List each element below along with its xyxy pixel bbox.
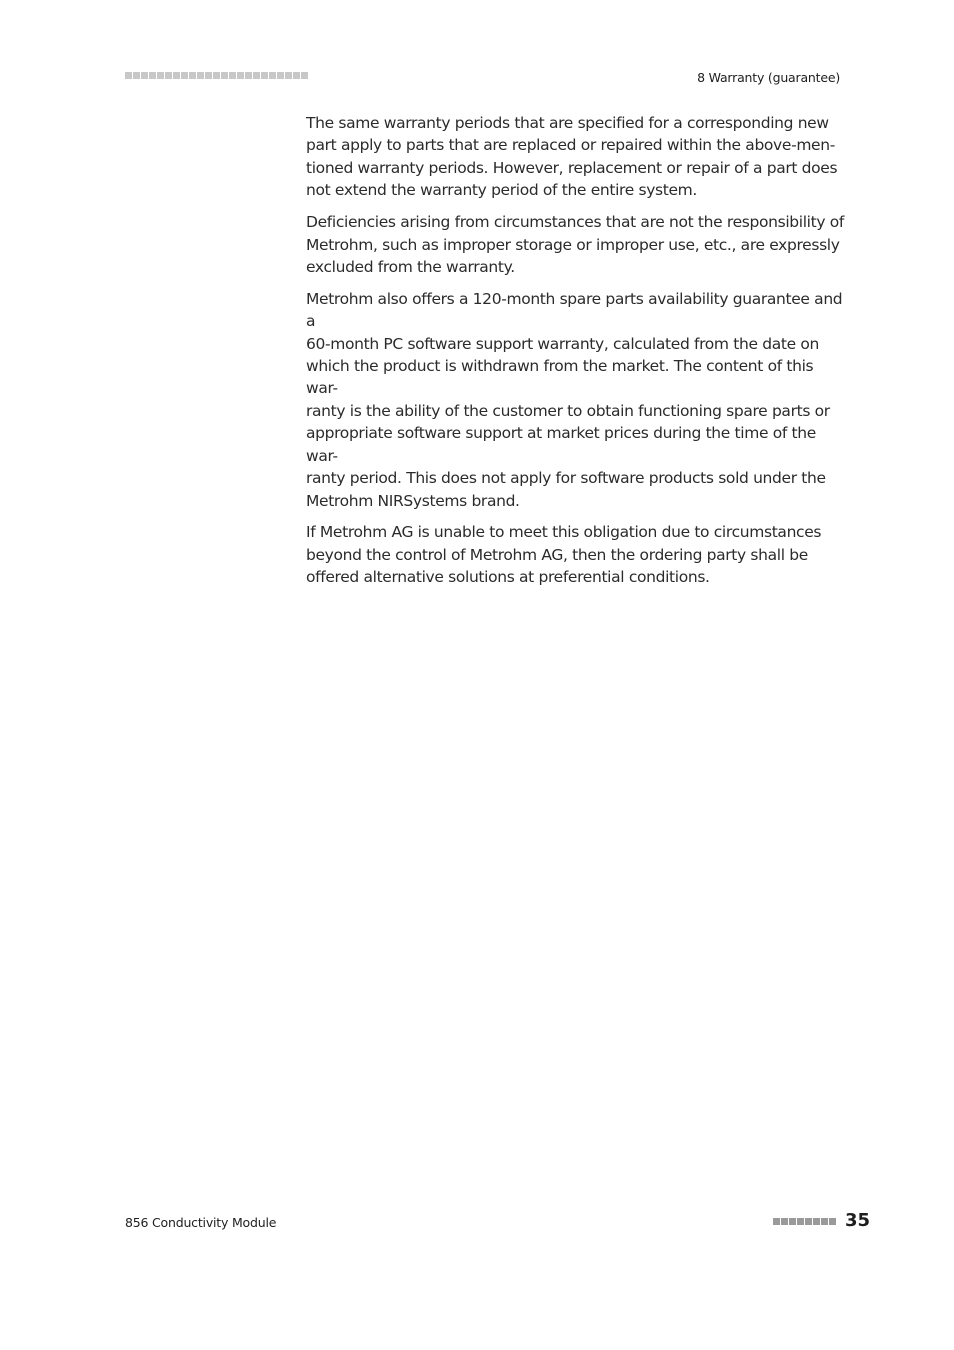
body-text — [306, 112, 846, 598]
page-number: 35 — [845, 1210, 871, 1231]
paragraph: The same warranty periods that are specified for a corresponding new part apply to parts that are replaced or repaired within the above-men- tioned warranty periods. However, replacement or repair of a part does not extend the warranty period of the entire system. — [306, 114, 838, 200]
header-section-title: 8 Warranty (guarantee) — [697, 70, 840, 85]
paragraph: Deficiencies arising from circumstances that are not the responsibility of Metrohm, such as improper storage or improper use, etc., are expressly excluded from the warranty. — [306, 213, 844, 276]
header-decoration — [125, 72, 308, 80]
paragraph: If Metrohm AG is unable to meet this obligation due to circumstances beyond the control of Metrohm AG, then the ordering party shall be offered alternative solutions at preferential conditions. — [306, 523, 822, 587]
footer-decoration — [773, 1218, 836, 1225]
footer-document-title: 856 Conductivity Module — [125, 1215, 277, 1230]
paragraph: Metrohm also offers a 120-month spare parts availability guarantee and a 60-month PC software support warranty, calculated from the date on which the product is withdrawn from the market. The content of this war- ranty is the ability of the customer to obtain functioning spare parts or appropriate software support at market prices during the time of the war- ranty period. This does not apply for software products sold under the Metrohm NIRSystems brand. — [306, 289, 843, 510]
